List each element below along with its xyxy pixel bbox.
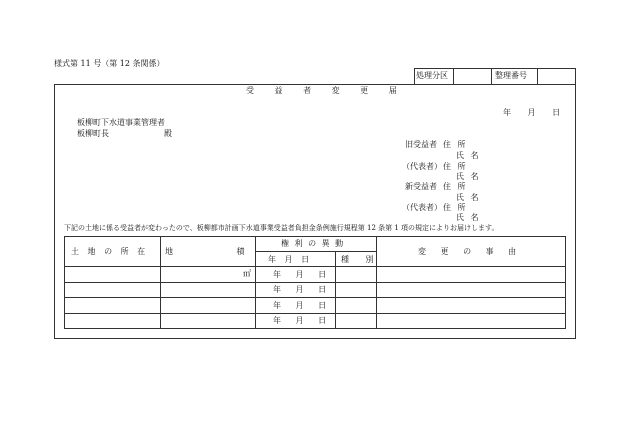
form-number: 様式第 11 号（第 12 条関係） [54, 59, 165, 68]
addressee-line2: 板柳町長 [77, 129, 109, 138]
header-date: 年 月 日 [268, 255, 310, 264]
row-date: 年 月 日 [273, 270, 327, 279]
row-date: 年 月 日 [273, 301, 327, 310]
reference-number-label: 整理番号 [495, 71, 527, 80]
old-beneficiary-name-label: 氏 名 [456, 151, 479, 160]
header-rights-change: 権 利 の 異 動 [281, 239, 344, 248]
new-representative-name-label: 氏 名 [456, 213, 479, 222]
area-unit: ㎡ [243, 269, 251, 278]
row-date: 年 月 日 [273, 316, 327, 325]
old-beneficiary-address-label: 住 所 [443, 140, 466, 149]
addressee-line1: 板柳町下水道事業管理者 [77, 118, 165, 127]
header-type: 種 別 [341, 255, 374, 264]
header-land-location: 土 地 の 所 在 [71, 247, 146, 256]
new-representative-label: （代表者） [402, 203, 442, 212]
new-beneficiary-label: 新受益者 [405, 182, 437, 191]
header-change-reason: 変 更 の 事 由 [418, 247, 517, 256]
processing-category-label: 処理分区 [416, 71, 448, 80]
statement-text: 下記の土地に係る受益者が変わったので、板柳都市計画下水道事業受益者負担金条例施行規程第 12 条第 1 項の規定によりお届けします。 [64, 224, 499, 232]
old-beneficiary-label: 旧受益者 [405, 140, 437, 149]
old-representative-label: （代表者） [402, 162, 442, 171]
addressee-honorific: 殿 [164, 129, 172, 138]
old-representative-name-label: 氏 名 [456, 172, 479, 181]
old-representative-address-label: 住 所 [443, 162, 466, 171]
submission-date: 年 月 日 [503, 108, 561, 117]
row-date: 年 月 日 [273, 285, 327, 294]
new-representative-address-label: 住 所 [443, 203, 466, 212]
new-beneficiary-name-label: 氏 名 [456, 193, 479, 202]
header-area: 地 積 [165, 247, 245, 256]
new-beneficiary-address-label: 住 所 [443, 182, 466, 191]
page-title: 受 益 者 変 更 届 [246, 86, 406, 95]
